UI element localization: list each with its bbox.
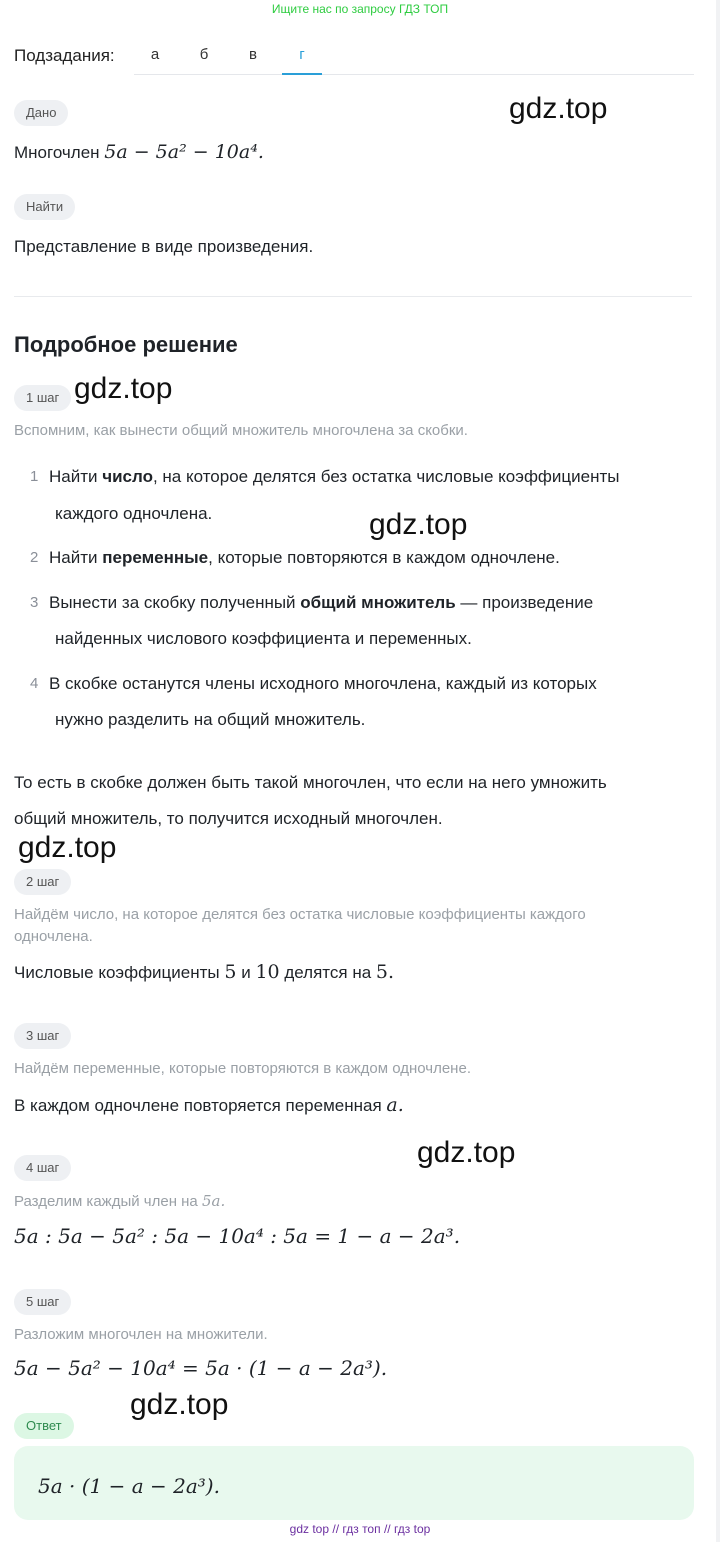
watermark: gdz.top [130, 1388, 229, 1421]
watermark: gdz.top [509, 92, 608, 125]
tab-g[interactable]: г [299, 46, 305, 63]
list-item-cont: найденных числового коэффициента и переменных. [55, 629, 472, 648]
step3-hint: Найдём переменные, которые повторяются в каждом одночлене. [14, 1060, 471, 1077]
step2-text: Числовые коэффициенты 5 и 10 делятся на 5. [14, 961, 395, 983]
step2-hint: Найдём число, на которое делятся без остатка числовые коэффициенты каждого [14, 906, 586, 923]
list-item: В скобке останутся члены исходного многочлена, каждый из которых [49, 674, 597, 693]
tab-a[interactable]: а [150, 46, 160, 63]
footer-link[interactable]: гдз топ [342, 1522, 381, 1536]
list-number: 3 [30, 594, 39, 611]
watermark: gdz.top [417, 1136, 516, 1169]
given-badge: Дано [14, 100, 68, 126]
watermark: gdz.top [74, 372, 173, 405]
given-expression: 5a − 5a² − 10a⁴. [104, 141, 264, 163]
list-item: Найти число, на которое делятся без остатка числовые коэффициенты [49, 467, 620, 486]
list-item: Вынести за скобку полученный общий множитель — произведение [49, 593, 594, 612]
step1-summary-line: То есть в скобке должен быть такой многочлен, что если на него умножить [14, 773, 607, 792]
footer-link[interactable]: гдз top [393, 1522, 431, 1536]
step4-hint: Разделим каждый член на 5a. [14, 1192, 226, 1210]
step2-hint: одночлена. [14, 928, 93, 945]
given-prefix: Многочлен [14, 143, 100, 162]
search-banner[interactable]: Ищите нас по запросу ГДЗ ТОП [271, 2, 449, 16]
answer-badge: Ответ [14, 1413, 74, 1439]
step1-summary-line: общий множитель, то получится исходный многочлен. [14, 809, 443, 828]
tab-b[interactable]: б [199, 46, 209, 63]
list-number: 4 [30, 675, 39, 692]
find-badge: Найти [14, 194, 75, 220]
page-scroll-edge [716, 0, 720, 1542]
step2-badge: 2 шаг [14, 869, 71, 895]
step5-badge: 5 шаг [14, 1289, 71, 1315]
answer-expression: 5a · (1 − a − 2a³). [38, 1474, 220, 1498]
subtasks-label: Подзадания: [14, 46, 115, 65]
tab-v[interactable]: в [249, 46, 257, 63]
step5-expression: 5a − 5a² − 10a⁴ = 5a · (1 − a − 2a³). [14, 1356, 388, 1380]
watermark: gdz.top [18, 831, 117, 864]
solution-title: Подробное решение [14, 332, 238, 357]
step1-badge: 1 шаг [14, 385, 71, 411]
footer-link[interactable]: gdz top [289, 1522, 330, 1536]
step3-text: В каждом одночлене повторяется переменная a. [14, 1094, 404, 1116]
list-item-cont: каждого одночлена. [55, 504, 213, 523]
footer-links: gdz top // гдз топ // гдз top [289, 1522, 431, 1536]
step3-badge: 3 шаг [14, 1023, 71, 1049]
list-item-cont: нужно разделить на общий множитель. [55, 710, 366, 729]
section-divider [14, 296, 692, 297]
step5-hint: Разложим многочлен на множители. [14, 1326, 268, 1343]
list-number: 2 [30, 549, 39, 566]
step1-hint: Вспомним, как вынести общий множитель многочлена за скобки. [14, 422, 468, 439]
active-tab-indicator [282, 73, 322, 75]
list-item: Найти переменные, которые повторяются в каждом одночлене. [49, 548, 560, 567]
find-text: Представление в виде произведения. [14, 237, 314, 256]
list-number: 1 [30, 468, 39, 485]
step4-expression: 5a : 5a − 5a² : 5a − 10a⁴ : 5a = 1 − a − 2a³. [14, 1224, 461, 1248]
watermark: gdz.top [369, 508, 468, 541]
given-text [14, 140, 264, 165]
step4-badge: 4 шаг [14, 1155, 71, 1181]
tabs-divider [134, 74, 694, 75]
